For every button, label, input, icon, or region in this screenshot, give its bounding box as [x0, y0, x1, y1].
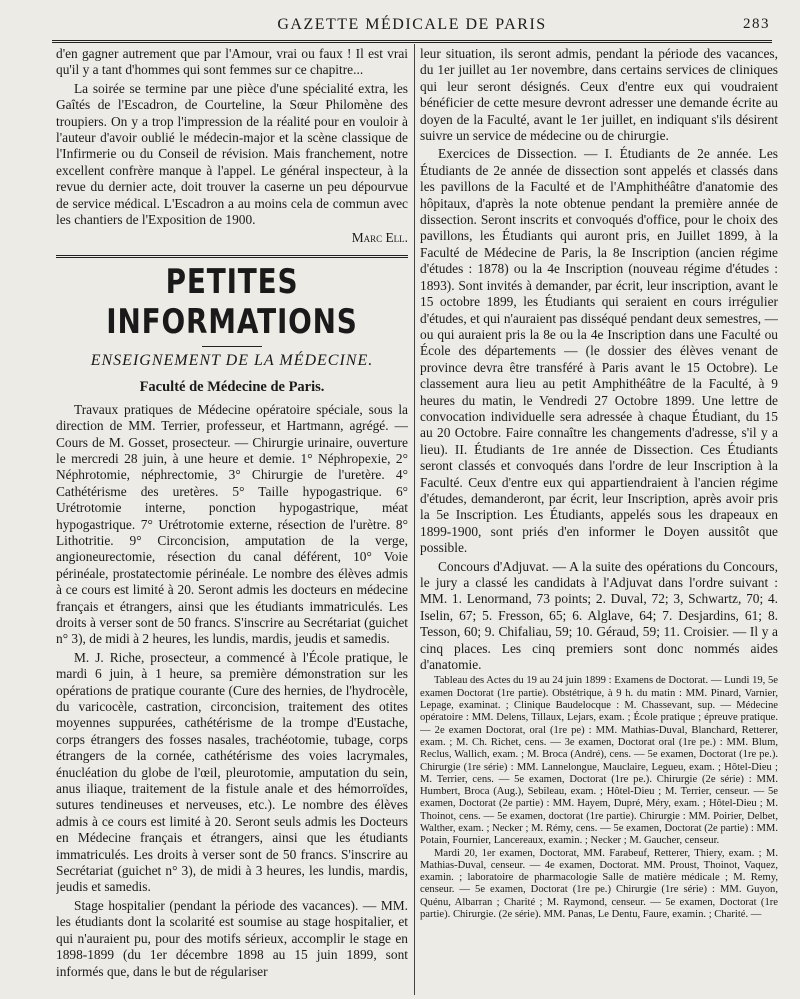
- column-divider: [414, 44, 415, 995]
- page-number: 283: [743, 16, 770, 32]
- section-rule: [56, 255, 408, 258]
- paragraph: Concours d'Adjuvat. — A la suite des opérations du Concours, le jury a classé les candidats à l'Adjuvat dans l'ordre suivant : MM. 1. Lenormand, 73 points; 2. Duval, 72; 3, Schwartz, 70; 4. Iselin, 67; 5. Fresson, 65; 6. Alglave, 64; 7. Desjardins, 61; 8. Tesson, 60; 9. Chifaliau, 59; 10. Géraud, 59; 11. Croisier. — Il y a cinq places. Les cinq premiers sont donc nommés aides d'anatomie.: [420, 558, 778, 673]
- paragraph: Travaux pratiques de Médecine opératoire spéciale, sous la direction de MM. Terrier, professeur, et Hartmann, agrégé. — Cours de M. Gosset, prosecteur. — Chirurgie urinaire, ouverture le mercredi 28 juin, à une heure et demie. 1° Néphropexie, 2° Néphrotomie, néphrectomie, 3° Chirurgie de l'uretère. 4° Cathétérisme des uretères. 5° Taille hypogastrique. 6° Urétrotomie interne, ponction hypogastrique, méat hypogastrique. 7° Urétrotomie externe, résection de l'urètre. 8° Lithotritie. 9° Circoncision, amputation de la verge, angioneurectomie, résection du canal déférent, 10° Voie périnéale, prostatectomie périnéale. Le nombre des élèves admis à ce cours est limité à 20. Seront admis les docteurs en médecine français et étrangers, ainsi que les étudiants immatriculés. Les droits à verser sont de 50 francs. S'inscrire au Secrétariat (guichet n° 3), de midi à 2 heures, les lundis, mardis, jeudis et samedis.: [56, 401, 408, 647]
- paragraph: Exercices de Dissection. — I. Étudiants de 2e année. Les Étudiants de 2e année de dissection sont appelés et classés dans les pavillons de la Faculté et de l'Amphithéâtre d'anatomie des hôpitaux, d'après la note obtenue pendant la première année de dissection. Seront inscrits et convoqués d'office, pour le choix des pavillons, les Étudiants qui auront pris, en Juillet 1899, à la Faculté de Médecine de Paris, la 8e Inscription (ancien régime d'études : 1878) ou la 4e Inscription (nouveau régime d'études : 1893). Sont invités à demander, par écrit, leur inscription, avant le 15 octobre 1899, les Étudiants qui seraient en cours irrégulier d'études, et qui n'auraient pas disséqué pendant deux semestres, — ou qui auraient pris la 8e ou la 4e Inscription dans une Faculté ou École des départements — (le dossier des élèves venant de province devra être transféré à Paris avant le 15 Octobre). Le classement aura lieu au petit Amphithéâtre de la Faculté, à 9 heures du matin, le Vendredi 27 Octobre 1899. Une lettre de convocation individuelle sera adressée à chaque Étudiant, du 15 au 20 Octobre. Faire connaître les changements d'adresse, s'il y a lieu). II. Étudiants de 1re année de Dissection. Ces Étudiants seront classés et convoqués dans l'ordre de leur Inscription à la Faculté. Ceux d'entre eux qui appartiendraient à l'ancien régime d'études, demanderont, par écrit, leur Inscription, après avoir pris la 5e Inscription. Les Étudiants, appelés sous les drapeaux en 1899-1900, sont priés d'en informer le Doyen aussitôt que possible.: [420, 146, 778, 556]
- signature: Marc Ell.: [351, 230, 408, 246]
- exam-schedule: [420, 675, 778, 921]
- paragraph: M. J. Riche, prosecteur, a commencé à l'École pratique, le mardi 6 juin, à 1 heure, sa première démonstration sur les opérations de pratique courante (Cure des hernies, de l'hydrocèle, du varicocèle, castration, circoncision, traitement des otites moyennes suppurées, cathétérisme de la trompe d'Eustache, corps étrangers des fosses nasales, trachéotomie, tubage, corps étrangers de la cornée, cathétérisme des voies lacrymales, énucléation du globe de l'œil, pleurotomie, amputation du sein, anus iliaque, traitement de la fistule anale et des hémorroïdes, sutures tendineuses et nerveuses, etc.). Le nombre des élèves admis à ce cours est limité à 20. Seront seuls admis les Docteurs en Médecine français et étrangers, ainsi que les étudiants immatriculés. Les droits à verser sont de 50 francs. S'inscrire au Secrétariat (guichet n° 3), de midi à 3 heures, les lundis, mardis, jeudis et samedis.: [56, 649, 408, 895]
- page-header: [52, 14, 772, 38]
- paragraph: d'en gagner autrement que par l'Amour, vrai ou faux ! Il est vrai qu'il y a tant d'hommes qui sont femmes sur ce chapitre...: [56, 46, 408, 78]
- subsection-title: ENSEIGNEMENT DE LA MÉDECINE.: [90, 351, 374, 369]
- left-column: [56, 46, 408, 995]
- journal-title: GAZETTE MÉDICALE DE PARIS: [277, 16, 547, 33]
- section-title: PETITES INFORMATIONS: [106, 261, 358, 342]
- paragraph: La soirée se termine par une pièce d'une spécialité extra, les Gaîtés de l'Escadron, de Courteline, la Sœur Philomène des troupiers. On y a trop l'impression de la réalité pour en vouloir à l'auteur d'avoir oublié le médecin-major et la scène classique de l'Infirmerie ou du Conseil de révision. Mais franchement, notre excellent confrère manque à l'appel. Le général inspecteur, à la revue du dernier acte, doit trouver la caserne un peu dépourvue de service médical. L'Escadron a au moins cela de commun avec les chantiers de l'Exposition de 1900.: [56, 80, 408, 228]
- paragraph: Mardi 20, 1er examen, Doctorat, MM. Farabeuf, Retterer, Thiery, exam. ; M. Mathias-Duval, censeur. — 4e examen, Doctorat. MM. Proust, Thoinot, Vaquez, examin. ; laboratoire de pharmacologie Salle de matière médicale ; M. Remy, censeur. — 5e examen, Doctorat (1re pe.) Chirurgie (1re série) : MM. Guyon, Quénu, Albarran ; Charité ; M. Raymond, censeur. — 5e examen, Doctorat (1re partie). Chirurgie. (2e série). MM. Panas, Le Dentu, Faure, examin. ; Charité. —: [420, 847, 778, 921]
- paragraph: Tableau des Actes du 19 au 24 juin 1899 : Examens de Doctorat. — Lundi 19, 5e examen Doctorat (1re partie). Obstétrique, à 9 h. du matin : MM. Pinard, Varnier, Lepage, examinat. ; Clinique Baudelocque : M. Chassevant, sup. — Médecine opératoire : MM. Delens, Tillaux, Lejars, exam. ; École pratique ; épreuve pratique. — 2e examen Doctorat, oral (1re pe) : MM. Mathias-Duval, Blanchard, Retterer, exam. ; M. Ch. Richet, cens. — 3e examen, Doctorat oral (1re pe.) : MM. Blum, Reclus, Wallich, exam. ; M. Broca (André), cens. — 5e examen, Doctorat (1re pe.). Chirurgie (1re série) : MM. Lannelongue, Mauclaire, Legueu, exam. ; Hôtel-Dieu ; M. Terrier, cens. — 5e examen, Doctorat (1re pe.). Chirurgie (2e série) : MM. Humbert, Broca (Aug.), Sebileau, exam. ; Hôtel-Dieu ; M. Terrier, censeur. — 5e examen, Doctorat (2e partie) : MM. Hayem, Dupré, Méry, exam. ; Hôtel-Dieu ; M. Thoinot, cens. — 5e examen, doctorat (1re partie). Chirurgie : MM. Poirier, Delbet, Walther, exam. ; Necker ; M. Rémy, cens. — 5e examen, Doctorat (2e partie) : MM. Potain, Fournier, Lancereaux, examin. ; Necker ; M. Gaucher, censeur.: [420, 675, 778, 847]
- header-rule: [52, 40, 772, 43]
- right-column: [420, 46, 778, 995]
- faculty-heading: Faculté de Médecine de Paris.: [139, 379, 325, 396]
- paragraph: leur situation, ils seront admis, pendant la période des vacances, du 1er juillet au 1er novembre, dans certains services de cliniques qui leur seront désignés. Ceux d'entre eux qui voudraient bénéficier de cette mesure devront adresser une demande écrite au doyen de la Faculté, avant le 1er juillet, en indiquant s'ils désirent suivre un service de médecine ou de chirurgie.: [420, 46, 778, 144]
- short-rule: [202, 346, 262, 347]
- paragraph: Stage hospitalier (pendant la période des vacances). — MM. les étudiants dont la scolarité est soumise au stage hospitalier, et qui n'auraient pu, pour des motifs sérieux, accomplir le stage en 1898-1899 (du 1er décembre 1898 au 15 juin 1899, sont informés que, dans le but de régulariser: [56, 897, 408, 979]
